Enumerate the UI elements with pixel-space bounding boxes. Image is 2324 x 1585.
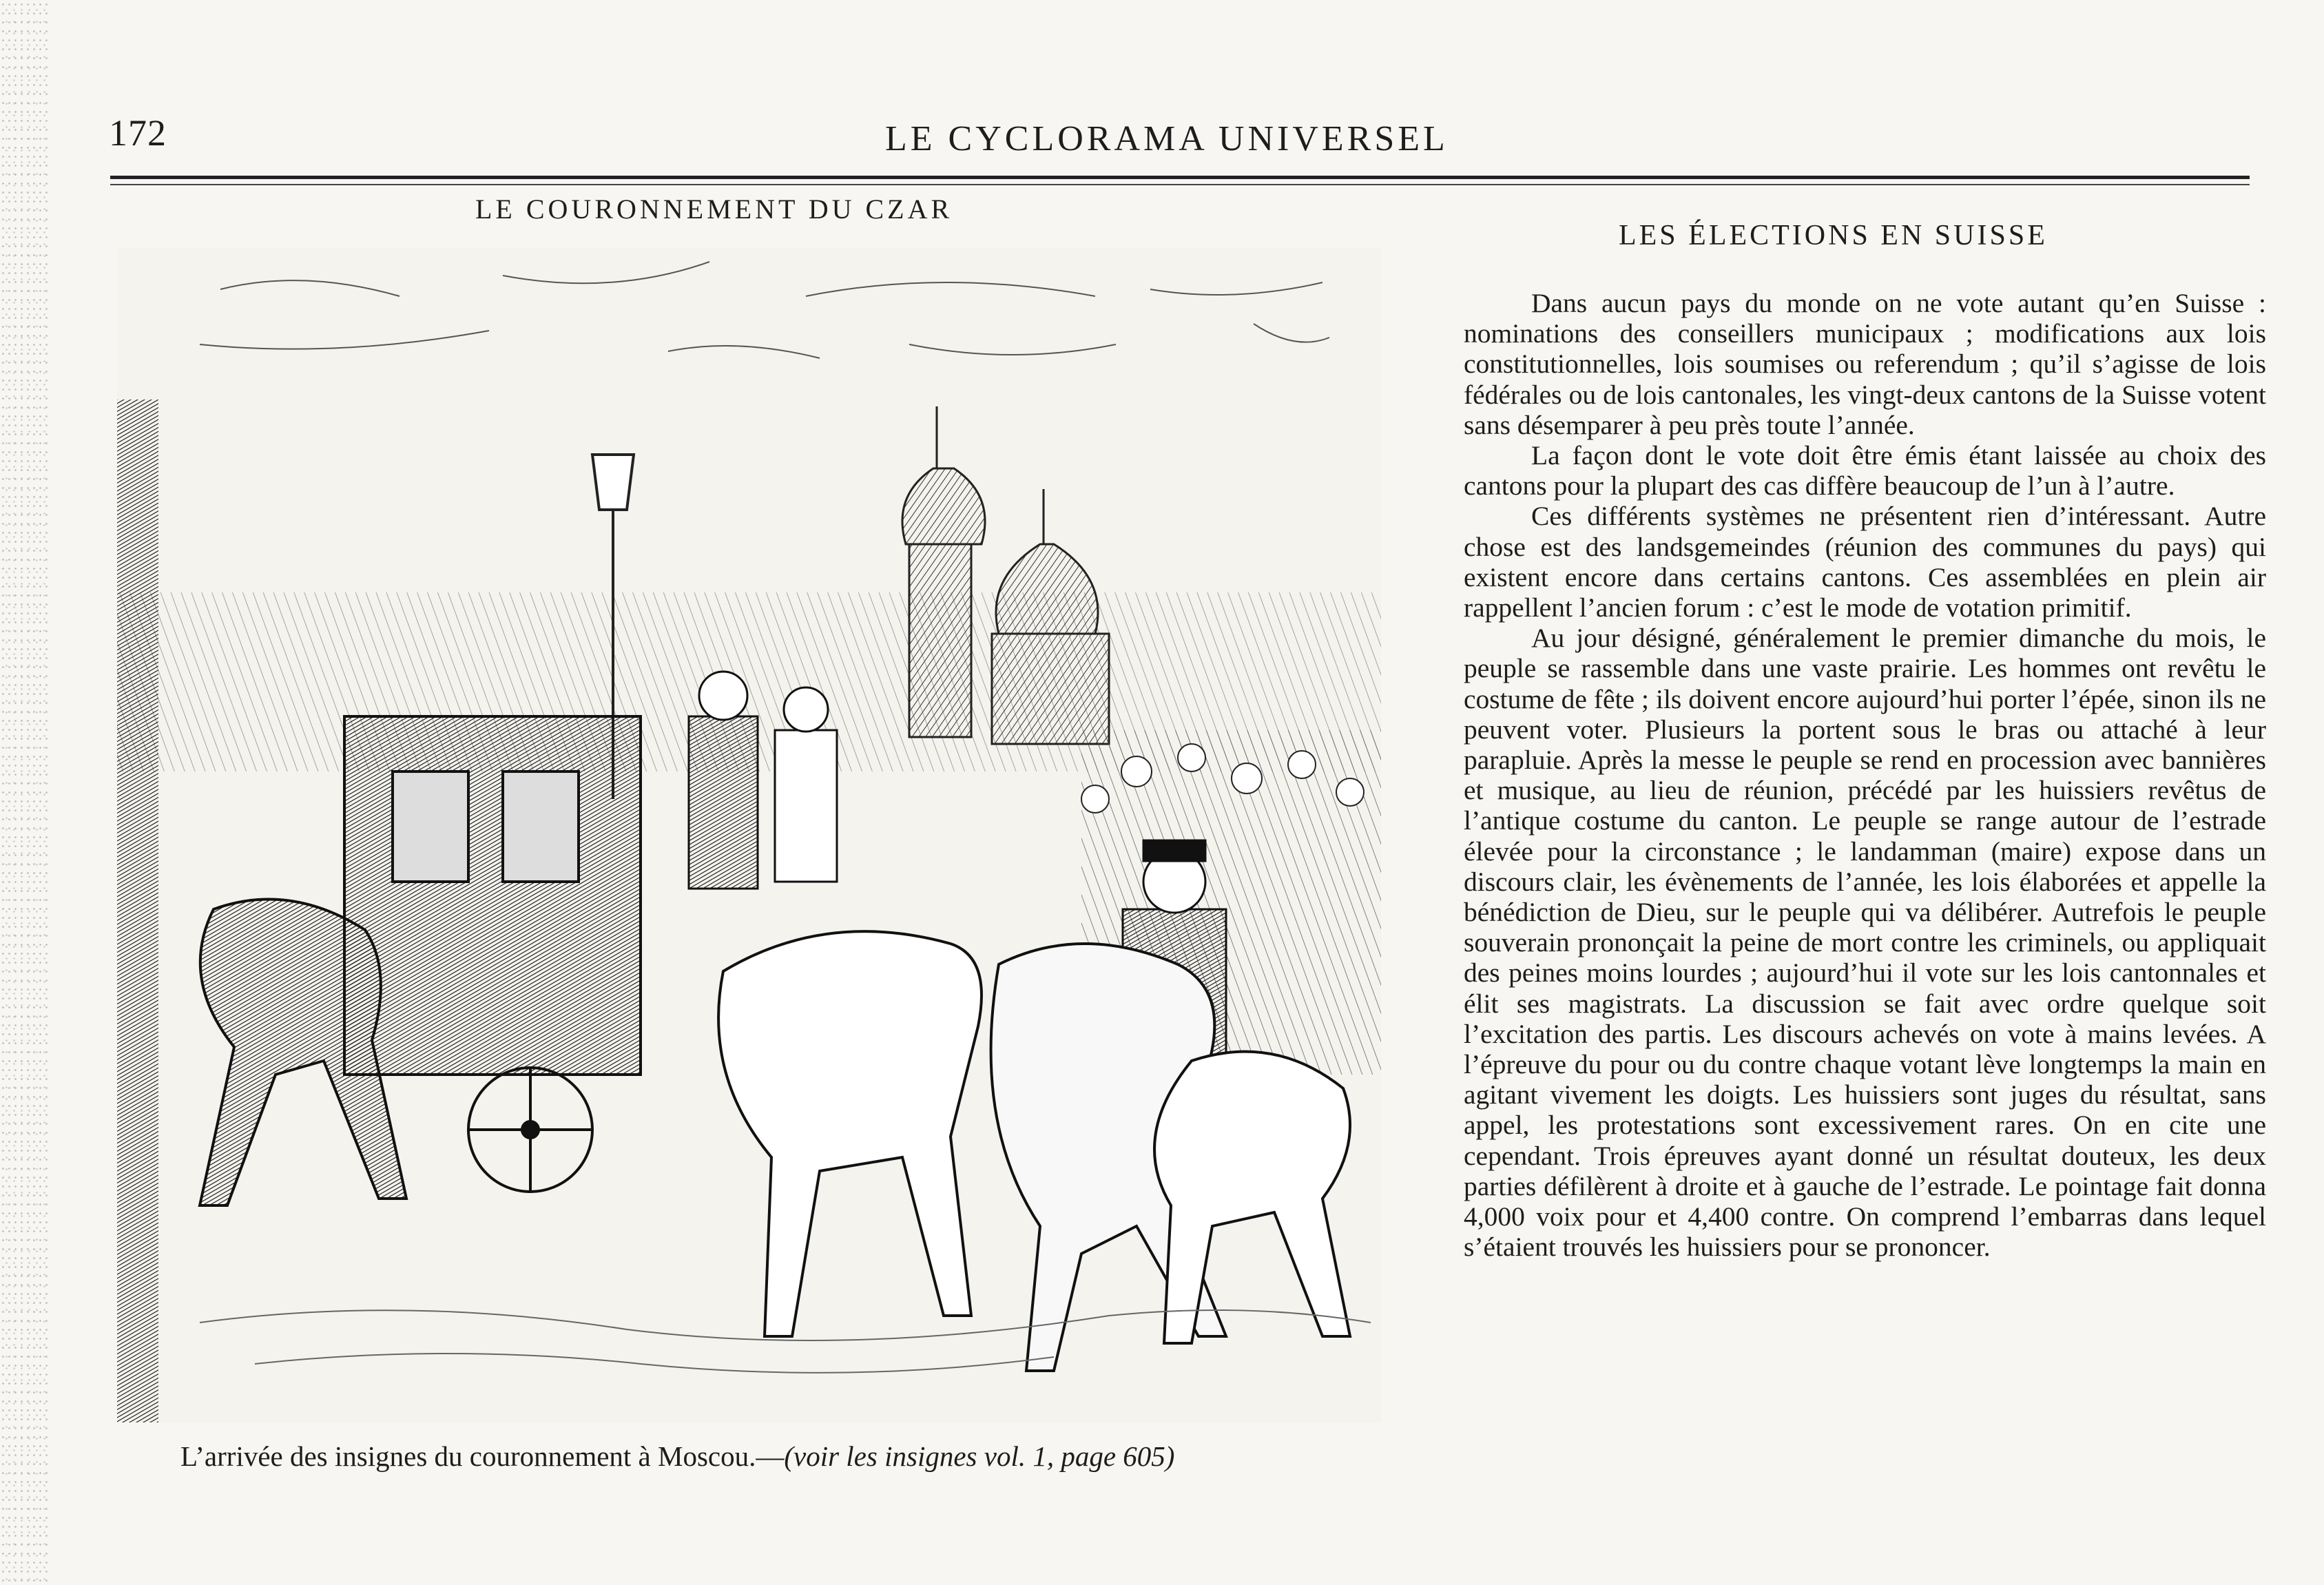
header-rule bbox=[110, 176, 2250, 179]
article-body bbox=[1464, 288, 2266, 1263]
engraving-illustration bbox=[117, 248, 1381, 1422]
caption-reference: (voir les insignes vol. 1, page 605) bbox=[784, 1440, 1175, 1472]
illustration-caption bbox=[180, 1440, 1174, 1473]
caption-main: L’arrivée des insignes du couronnement à Moscou.— bbox=[180, 1440, 785, 1472]
illustration-heading: LE COURONNEMENT DU CZAR bbox=[475, 194, 953, 225]
running-title: LE CYCLORAMA UNIVERSEL bbox=[885, 119, 1449, 158]
article-paragraph: La façon dont le vote doit être émis étant laissée au choix des cantons pour la plupart des cas diffère beaucoup de l’un à l’autre. bbox=[1464, 440, 2266, 501]
header-rule-thin bbox=[110, 184, 2250, 185]
page-number: 172 bbox=[109, 112, 167, 154]
article-paragraph: Dans aucun pays du monde on ne vote autant qu’en Suisse : nominations des conseillers municipaux ; modifications aux lois constitutionnelles, lois soumises ou referendum ; qu’il s’agisse de lois fédérales ou de lois cantonales, les vingt-deux cantons de la Suisse votent sans désemparer à peu près toute l’année. bbox=[1464, 288, 2266, 440]
scan-edge-noise bbox=[0, 0, 48, 1585]
article-paragraph: Ces différents systèmes ne présentent rien d’intéressant. Autre chose est des landsgemeindes (réunion des communes du pays) qui existent encore dans certains cantons. Ces assemblées en plein air rappellent l’ancien forum : c’est le mode de votation primitif. bbox=[1464, 501, 2266, 623]
article-paragraph: Au jour désigné, généralement le premier dimanche du mois, le peuple se rassemble dans une vaste prairie. Les hommes ont revêtu le costume de fête ; ils doivent encore aujourd’hui porter l’épée, sinon ils ne peuvent voter. Plusieurs la portent sous le bras ou attaché à leur parapluie. Après la messe le peuple se rend en procession avec bannières et musique, au lieu de réunion, précédé par les huissiers revêtus de l’antique costume du canton. Le peuple se range autour de l’estrade élevée pour la circonstance ; le landamman (maire) expose dans un discours clair, les évènements de l’année, les lois élaborées et appelle la bénédiction de Dieu, sur le peuple qui va délibérer. Autrefois le peuple souverain prononçait la peine de mort contre les criminels, ou appliquait des peines moins lourdes ; aujourd’hui il vote sur les lois cantonnales et élit ses magistrats. La discussion se fait avec ordre quelque soit l’excitation des partis. Les discours achevés on vote à mains levées. A l’épreuve du pour ou du contre chaque votant lève longtemps la main en agitant vivement les doigts. Les huissiers sont juges du résultat, sans appel, les protestations sont excessivement rares. On en cite une cependant. Trois épreuves ayant donné un résultat douteux, les deux parties défilèrent à droite et à gauche de l’estrade. Le pointage fait donna 4,000 voix pour et 4,400 contre. On comprend l’embarras dans lequel s’étaient trouvés les huissiers pour se prononcer. bbox=[1464, 623, 2266, 1263]
article-title: LES ÉLECTIONS EN SUISSE bbox=[1619, 220, 2048, 251]
